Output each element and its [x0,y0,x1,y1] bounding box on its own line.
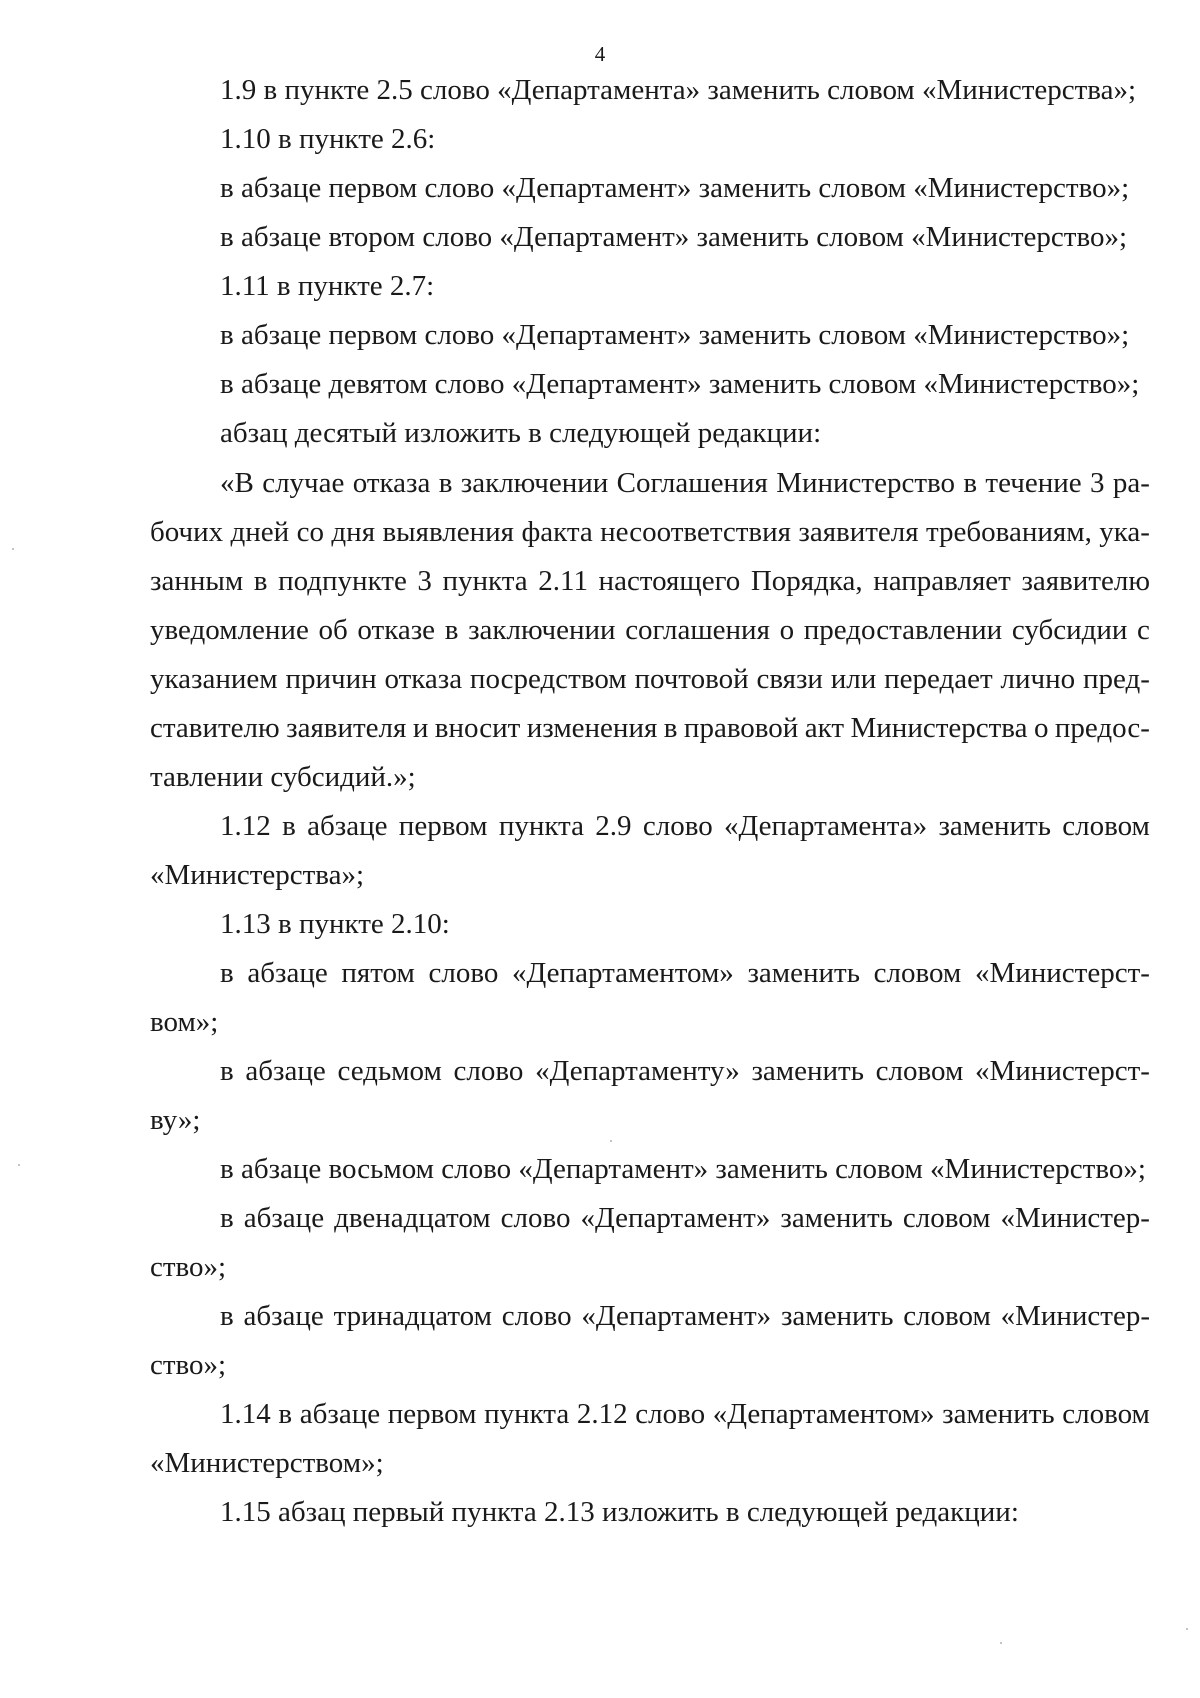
word: абзаце [307,810,388,842]
word: почтовой [634,663,749,695]
justified-line [220,1396,1150,1432]
scan-speck [12,548,14,550]
word: «В [220,467,254,499]
word: несоответствия [600,516,791,548]
word: слово [635,1398,706,1430]
word: в [278,1398,293,1430]
word: пункта [498,810,584,842]
word: со [296,516,324,548]
word: абзаце [243,1202,325,1234]
word: «Департамент» [581,1300,772,1332]
text-line: 1.11 в пункте 2.7: [220,270,435,302]
word: словом [1062,1398,1150,1430]
word: «Департамент» [580,1202,771,1234]
word: ставителю [150,712,280,744]
word: заменить [747,957,860,989]
justified-line [150,661,1150,697]
word: или [830,663,877,695]
word: заключении [460,467,609,499]
word: абзаце [243,1300,324,1332]
word: в [220,1300,234,1332]
word: двенадцатом [334,1202,491,1234]
word: заменить [780,1300,894,1332]
text-line: абзац десятый изложить в следующей редакции: [220,417,822,449]
word: факта [521,516,593,548]
word: направляет [873,565,1011,597]
word: тринадцатом [333,1300,492,1332]
word: случае [262,467,345,499]
word: «Департаментом» [512,957,734,989]
word: и [412,712,429,744]
word: уведомление [150,614,309,646]
justified-line [220,465,1150,501]
word: в [253,565,268,597]
word: Министерства [850,712,1028,744]
word: бочих [150,516,224,548]
word: 3 [417,565,432,597]
word: заключении [468,614,616,646]
word: дня [331,516,376,548]
word: «Департаментом» [712,1398,935,1430]
justified-line [220,1200,1150,1236]
word: вносит [434,712,521,744]
text-line: «Министерства»; [150,859,365,891]
text-line: ство»; [150,1251,227,1283]
text-line: 1.10 в пункте 2.6: [220,123,436,155]
word: «Министер- [1000,1300,1150,1332]
word: заявителю [1021,565,1150,597]
word: словом [1062,810,1150,842]
word: абзаце [299,1398,381,1430]
word: первом [387,1398,477,1430]
word: слово [501,1300,572,1332]
word: словом [875,1055,964,1087]
word: слово [642,810,713,842]
word: дней [230,516,290,548]
word: указанием [150,663,278,695]
word: правовой [683,712,799,744]
word: первом [398,810,488,842]
text-line: в абзаце первом слово «Департамент» заменить словом «Министерство»; [220,172,1130,204]
word: слово [453,1055,524,1087]
word: связи [756,663,823,695]
word: соглашения [625,614,770,646]
text-line: в абзаце восьмом слово «Департамент» заменить словом «Министерство»; [220,1153,1146,1185]
word: седьмом [337,1055,442,1087]
word: посредством [469,663,627,695]
word: ука- [1099,516,1150,548]
word: Порядка, [750,565,863,597]
word: отказа [352,467,431,499]
word: словом [903,1300,991,1332]
word: 2.11 [538,565,588,597]
word: в [963,467,978,499]
scan-speck [18,1164,20,1166]
word: Министерство [776,467,955,499]
word: заявителя [286,712,407,744]
text-line: в абзаце втором слово «Департамент» заменить словом «Министерство»; [220,221,1128,253]
word: заменить [751,1055,864,1087]
word: в [220,957,234,989]
justified-line [220,1053,1150,1089]
word: «Министерст- [974,957,1150,989]
word: изменения [526,712,658,744]
scan-speck [610,1140,612,1142]
word: 1.12 [220,810,271,842]
word: настоящего [598,565,741,597]
word: пред- [1082,663,1150,695]
word: пункта [442,565,528,597]
word: в [663,712,678,744]
word: в [282,810,296,842]
word: заменить [938,810,1051,842]
word: в [220,1055,234,1087]
text-line: ство»; [150,1349,227,1381]
word: в [220,1202,234,1234]
justified-line [150,710,1150,746]
word: отказа [384,663,463,695]
justified-line [150,612,1150,648]
word: заявителя [798,516,919,548]
word: отказе [357,614,436,646]
word: словом [902,1202,991,1234]
word: слово [500,1202,571,1234]
word: пятом [341,957,415,989]
word: Соглашения [616,467,768,499]
scan-speck [1000,1642,1002,1644]
word: «Департамента» [724,810,928,842]
text-line: в абзаце девятом слово «Департамент» заменить словом «Министерство»; [220,368,1140,400]
word: ра- [1112,467,1150,499]
justified-line [150,563,1150,599]
word: абзаце [247,957,328,989]
word: о [1033,712,1049,744]
word: акт [804,712,845,744]
justified-line [220,1298,1150,1334]
word: заменить [780,1202,893,1234]
word: причин [285,663,377,695]
word: подпункте [278,565,407,597]
word: «Министерст- [975,1055,1150,1087]
word: об [318,614,348,646]
page-number: 4 [594,42,606,66]
text-line: вом»; [150,1006,219,1038]
word: в [444,614,459,646]
justified-line [150,514,1150,550]
text-line: тавлении субсидий.»; [150,761,416,793]
justified-line [220,808,1150,844]
word: 3 [1089,467,1105,499]
scan-speck [1186,1628,1188,1630]
justified-line [220,955,1150,991]
text-line: «Министерством»; [150,1447,384,1479]
word: абзаце [245,1055,326,1087]
word: о [779,614,795,646]
word: занным [150,565,244,597]
word: «Министер- [1000,1202,1150,1234]
text-line: 1.15 абзац первый пункта 2.13 изложить в следующей редакции: [220,1496,1019,1528]
word: выявления [382,516,515,548]
word: слово [428,957,499,989]
word: 2.9 [595,810,632,842]
word: 1.14 [220,1398,271,1430]
word: течение [985,467,1082,499]
word: словом [873,957,962,989]
word: предоставлении [803,614,1003,646]
word: заменить [942,1398,1055,1430]
text-line: в абзаце первом слово «Департамент» заменить словом «Министерство»; [220,319,1130,351]
text-line: 1.9 в пункте 2.5 слово «Департамента» заменить словом «Министерства»; [220,74,1137,106]
word: требованиям, [926,516,1092,548]
word: в [438,467,453,499]
word: пункта [484,1398,570,1430]
word: «Департаменту» [535,1055,740,1087]
text-line: ву»; [150,1104,201,1136]
word: с [1137,614,1150,646]
word: субсидии [1011,614,1128,646]
text-line: 1.13 в пункте 2.10: [220,908,450,940]
word: 2.12 [576,1398,628,1430]
word: лично [1000,663,1076,695]
word: предос- [1054,712,1150,744]
word: передает [884,663,993,695]
